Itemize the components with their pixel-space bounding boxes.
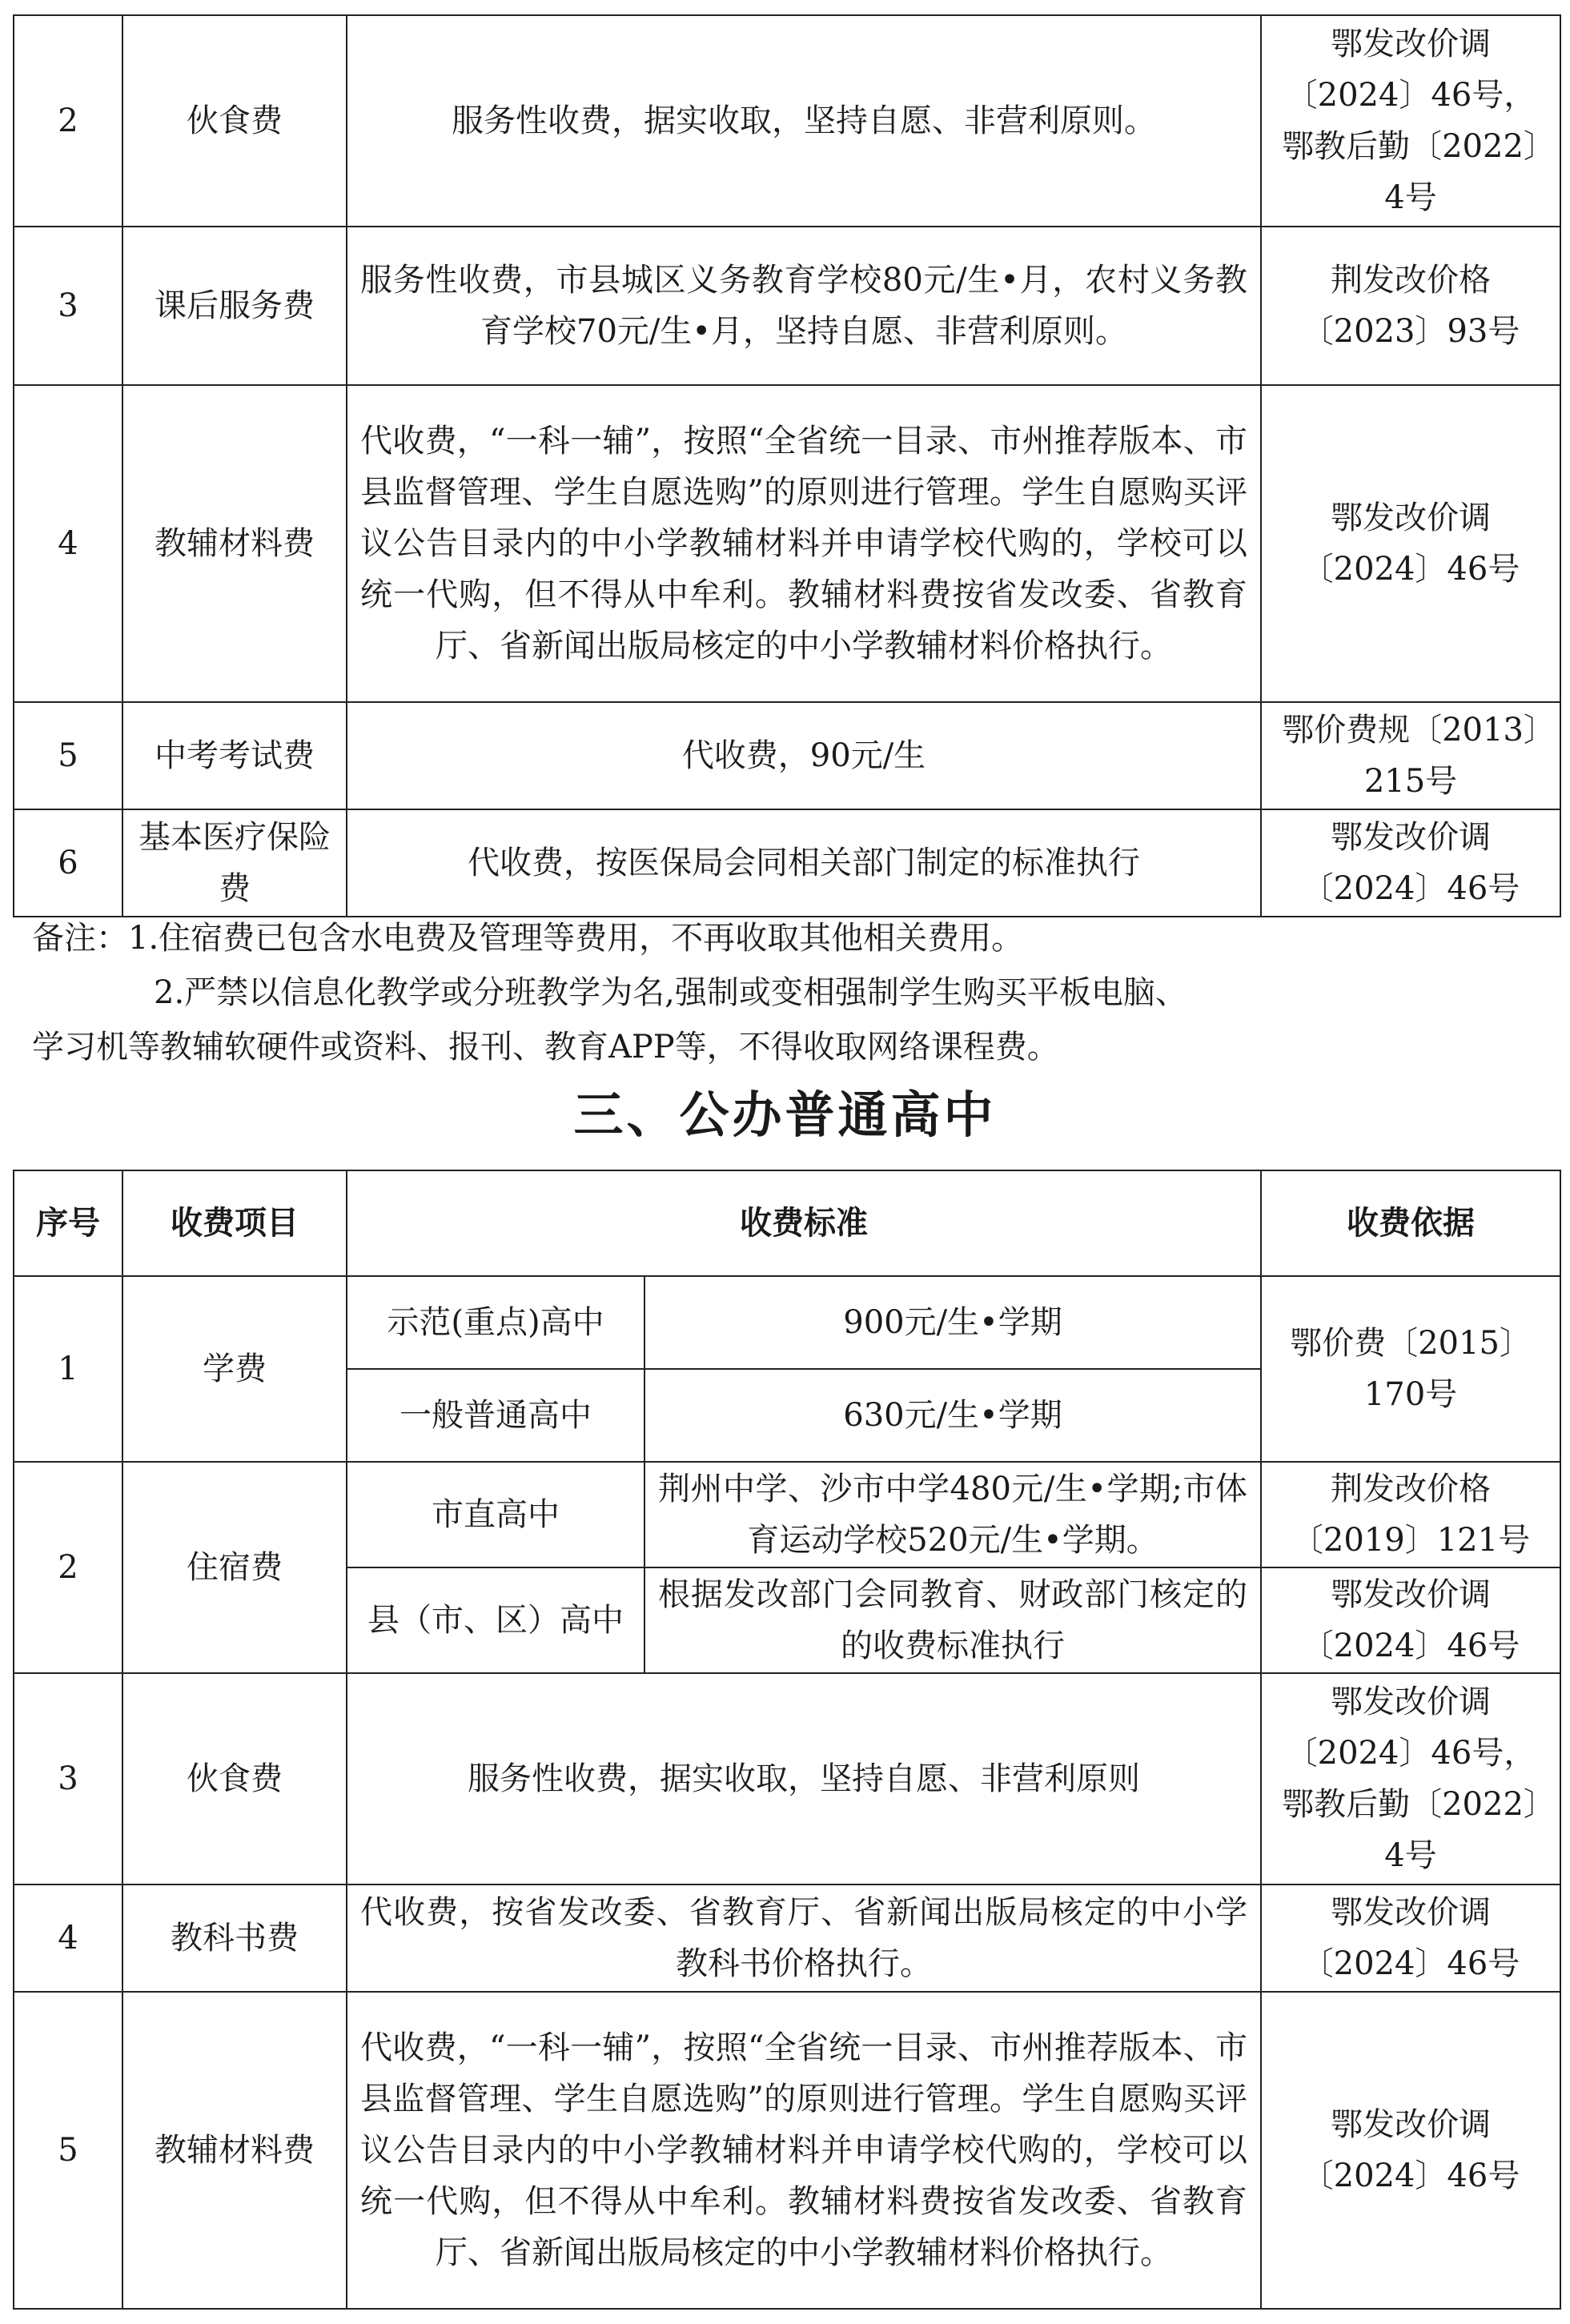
table-row — [14, 15, 1560, 227]
fee-table-compulsory-continued — [13, 14, 1561, 917]
remark-line-2: 2.严禁以信息化教学或分班教学为名,强制或变相强制学生购买平板电脑、 — [154, 974, 1187, 1011]
fee-item: 住宿费 — [122, 1462, 347, 1673]
fee-basis: 鄂发改价调〔2024〕46号，鄂教后勤〔2022〕4号 — [1261, 15, 1560, 227]
fee-basis: 鄂发改价调〔2024〕46号 — [1261, 385, 1560, 702]
fee-standard: 代收费，“一科一辅”，按照“全省统一目录、市州推荐版本、市县监督管理、学生自愿选购”的原则进行管理。学生自愿购买评议公告目录内的中小学教辅材料并申请学校代购的，学校可以统一代购，但不得从中牟利。教辅材料费按省发改委、省教育厅、省新闻出版局核定的中小学教辅材料价格执行。 — [347, 385, 1261, 702]
table-row — [14, 809, 1560, 917]
row-number: 4 — [14, 385, 122, 702]
table-row — [14, 1673, 1560, 1884]
row-number: 1 — [14, 1276, 122, 1462]
fee-standard: 代收费，按医保局会同相关部门制定的标准执行 — [347, 809, 1261, 917]
header-standard: 收费标准 — [347, 1170, 1261, 1276]
header-item: 收费项目 — [122, 1170, 347, 1276]
row-number: 6 — [14, 809, 122, 917]
fee-standard: 根据发改部门会同教育、财政部门核定的的收费标准执行 — [644, 1567, 1261, 1673]
table-row — [14, 1276, 1560, 1369]
fee-basis: 荆发改价格〔2023〕93号 — [1261, 227, 1560, 385]
fee-basis: 鄂价费规〔2013〕215号 — [1261, 702, 1560, 809]
sub-category: 县（市、区）高中 — [347, 1567, 644, 1673]
fee-basis: 荆发改价格〔2019〕121号 — [1261, 1462, 1560, 1567]
fee-standard: 代收费，按省发改委、省教育厅、省新闻出版局核定的中小学教科书价格执行。 — [347, 1884, 1261, 1992]
table-row — [14, 1462, 1560, 1567]
fee-basis: 鄂发改价调〔2024〕46号，鄂教后勤〔2022〕4号 — [1261, 1673, 1560, 1884]
fee-standard: 服务性收费，市县城区义务教育学校80元/生•月，农村义务教育学校70元/生•月，坚持自愿、非营利原则。 — [347, 227, 1261, 385]
header-basis: 收费依据 — [1261, 1170, 1560, 1276]
fee-item: 教辅材料费 — [122, 1992, 347, 2309]
table-row — [14, 385, 1560, 702]
fee-item: 教科书费 — [122, 1884, 347, 1992]
row-number: 5 — [14, 702, 122, 809]
table-row — [14, 227, 1560, 385]
fee-item: 伙食费 — [122, 1673, 347, 1884]
table-header-row — [14, 1170, 1560, 1276]
fee-item: 中考考试费 — [122, 702, 347, 809]
fee-item: 学费 — [122, 1276, 347, 1462]
fee-standard: 荆州中学、沙市中学480元/生•学期;市体育运动学校520元/生•学期。 — [644, 1462, 1261, 1567]
fee-basis: 鄂发改价调〔2024〕46号 — [1261, 1567, 1560, 1673]
fee-standard: 代收费，“一科一辅”，按照“全省统一目录、市州推荐版本、市县监督管理、学生自愿选购”的原则进行管理。学生自愿购买评议公告目录内的中小学教辅材料并申请学校代购的，学校可以统一代购，但不得从中牟利。教辅材料费按省发改委、省教育厅、省新闻出版局核定的中小学教辅材料价格执行。 — [347, 1992, 1261, 2309]
fee-basis: 鄂发改价调〔2024〕46号 — [1261, 1884, 1560, 1992]
fee-basis: 鄂发改价调〔2024〕46号 — [1261, 809, 1560, 917]
fee-basis: 鄂价费〔2015〕170号 — [1261, 1276, 1560, 1462]
table-row — [14, 1884, 1560, 1992]
fee-standard: 服务性收费，据实收取，坚持自愿、非营利原则。 — [347, 15, 1261, 227]
row-number: 2 — [14, 1462, 122, 1673]
section-title: 三、公办普通高中 — [573, 1086, 997, 1144]
fee-item: 课后服务费 — [122, 227, 347, 385]
remarks — [32, 911, 1553, 1074]
fee-item: 教辅材料费 — [122, 385, 347, 702]
fee-basis: 鄂发改价调〔2024〕46号 — [1261, 1992, 1560, 2309]
remark-line-1: 备注：1.住宿费已包含水电费及管理等费用，不再收取其他相关费用。 — [32, 920, 1024, 957]
remark-line-3: 学习机等教辅软硬件或资料、报刊、教育APP等，不得收取网络课程费。 — [32, 1029, 1059, 1066]
row-number: 5 — [14, 1992, 122, 2309]
sub-category: 示范(重点)高中 — [347, 1276, 644, 1369]
fee-standard: 900元/生•学期 — [644, 1276, 1261, 1369]
sub-category: 市直高中 — [347, 1462, 644, 1567]
row-number: 4 — [14, 1884, 122, 1992]
row-number: 2 — [14, 15, 122, 227]
fee-table-public-high-school — [13, 1170, 1561, 2310]
table-row — [14, 702, 1560, 809]
header-number: 序号 — [14, 1170, 122, 1276]
fee-item: 基本医疗保险费 — [122, 809, 347, 917]
fee-standard: 630元/生•学期 — [644, 1369, 1261, 1462]
row-number: 3 — [14, 227, 122, 385]
row-number: 3 — [14, 1673, 122, 1884]
fee-item: 伙食费 — [122, 15, 347, 227]
sub-category: 一般普通高中 — [347, 1369, 644, 1462]
table-row — [14, 1992, 1560, 2309]
fee-standard: 代收费，90元/生 — [347, 702, 1261, 809]
fee-standard: 服务性收费，据实收取，坚持自愿、非营利原则 — [347, 1673, 1261, 1884]
